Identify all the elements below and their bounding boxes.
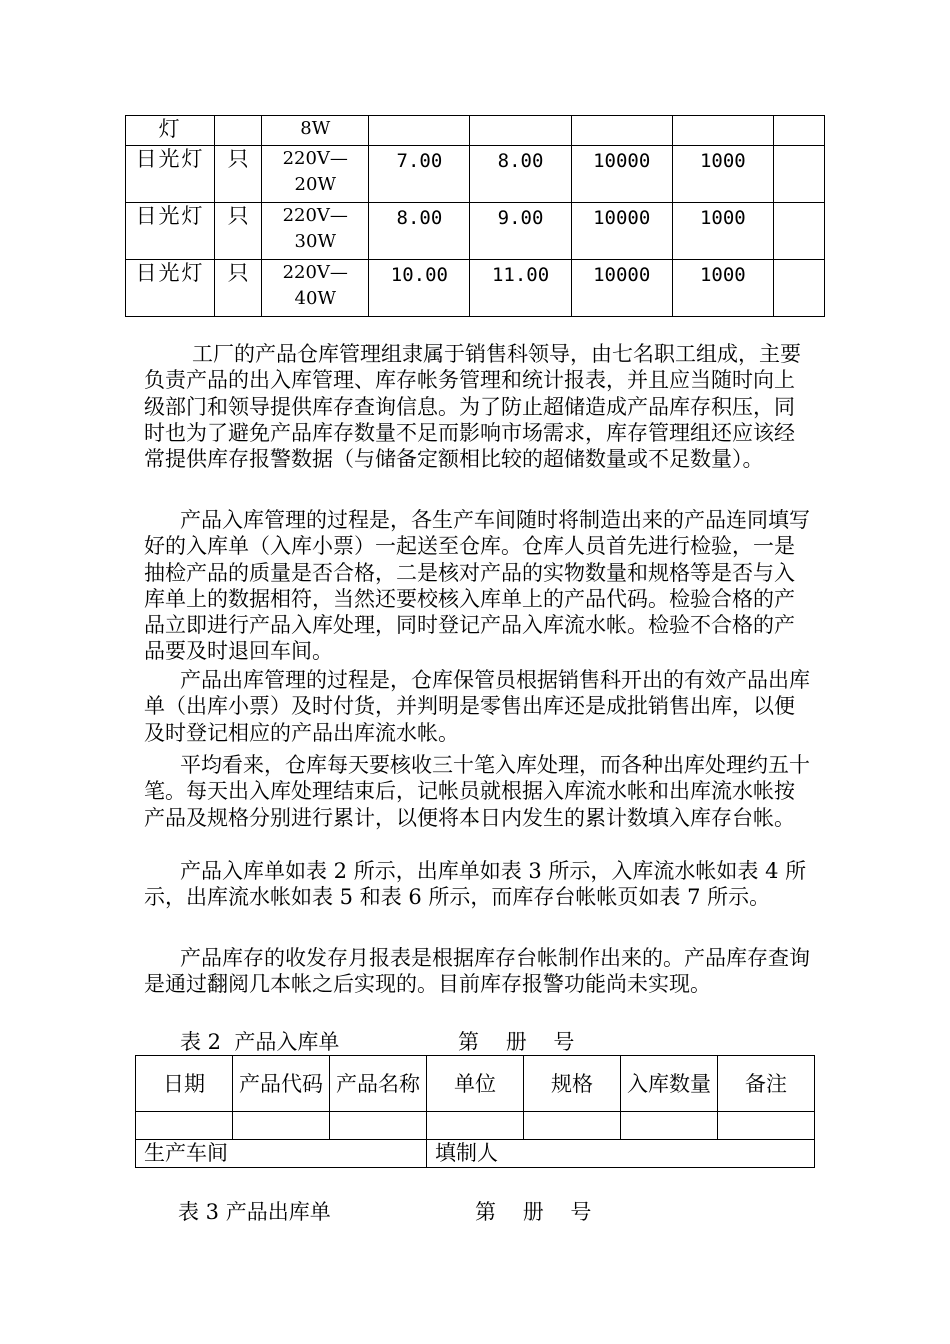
paragraph: 产品入库管理的过程是，各生产车间随时将制造出来的产品连同填写好的入库单（入库小票）一起送至仓库。仓库人员首先进行检验，一是抽检产品的质量是否合格，二是核对产品的实物数量和规格等是否与入库单上的数据相符，当然还要校核入库单上的产品代码。检验合格的产品立即进行产品入库处理，同时登记产品入库流水帐。检验不合格的产品要及时退回车间。	[144, 508, 810, 664]
quantity-cell: 1000	[672, 146, 773, 203]
quantity-cell: 1000	[672, 260, 773, 317]
price-cell: 8.00	[470, 146, 571, 203]
note-cell	[773, 146, 824, 203]
empty-cell	[718, 1112, 815, 1140]
empty-cell	[233, 1112, 330, 1140]
product-name-cell: 灯	[126, 116, 215, 146]
header-inbound-quantity: 入库数量	[621, 1056, 718, 1112]
spec-line: 220V—	[282, 148, 348, 169]
spec-line: 40W	[294, 288, 336, 309]
paragraph: 产品入库单如表 2 所示，出库单如表 3 所示，入库流水帐如表 4 所示，出库流水帐如表 5 和表 6 所示，而库存台帐帐页如表 7 所示。	[144, 859, 807, 910]
quantity-cell: 10000	[571, 260, 672, 317]
paragraph: 工厂的产品仓库管理组隶属于销售科领导，由七名职工组成，主要负责产品的出入库管理、库存帐务管理和统计报表，并且应当随时向上级部门和领导提供库存查询信息。为了防止超储造成产品库存积压，同时也为了避免产品库存数量不足而影响市场需求，库存管理组还应该经常提供库存报警数据（与储备定额相比较的超储数量或不足数量）。	[144, 342, 801, 472]
header-unit: 单位	[427, 1056, 524, 1112]
price-cell	[470, 116, 571, 146]
table2-register-number: 第 册 号	[458, 1030, 575, 1054]
empty-cell	[524, 1112, 621, 1140]
header-date: 日期	[136, 1056, 233, 1112]
table-footer-row	[136, 1140, 815, 1168]
spec-line: 220V—	[282, 205, 348, 226]
price-cell: 10.00	[369, 260, 470, 317]
price-cell: 11.00	[470, 260, 571, 317]
product-price-table	[125, 115, 825, 317]
empty-cell	[621, 1112, 718, 1140]
spec-line: 30W	[294, 231, 336, 252]
note-cell	[773, 260, 824, 317]
note-cell	[773, 116, 824, 146]
inbound-slip-table	[135, 1055, 815, 1168]
paragraph: 产品库存的收发存月报表是根据库存台帐制作出来的。产品库存查询是通过翻阅几本帐之后实现的。目前库存报警功能尚未实现。	[144, 946, 810, 997]
price-cell: 8.00	[369, 203, 470, 260]
header-product-code: 产品代码	[233, 1056, 330, 1112]
empty-cell	[427, 1112, 524, 1140]
price-cell: 9.00	[470, 203, 571, 260]
quantity-cell: 10000	[571, 146, 672, 203]
table2-caption: 表 2 产品入库单	[180, 1030, 340, 1054]
table-row	[126, 260, 825, 317]
header-product-name: 产品名称	[330, 1056, 427, 1112]
unit-cell	[215, 116, 262, 146]
price-cell	[369, 116, 470, 146]
product-name-cell: 日光灯	[126, 146, 215, 203]
product-name-cell: 日光灯	[126, 260, 215, 317]
table-header-row	[136, 1056, 815, 1112]
paragraph: 平均看来，仓库每天要核收三十笔入库处理，而各种出库处理约五十笔。每天出入库处理结束后，记帐员就根据入库流水帐和出库流水帐按产品及规格分别进行累计，以便将本日内发生的累计数填入库存台帐。	[144, 753, 810, 830]
product-name-cell: 日光灯	[126, 203, 215, 260]
unit-cell: 只	[215, 260, 262, 317]
note-cell	[773, 203, 824, 260]
quantity-cell: 10000	[571, 203, 672, 260]
unit-cell: 只	[215, 203, 262, 260]
header-note: 备注	[718, 1056, 815, 1112]
spec-cell: 8W	[262, 116, 369, 146]
production-workshop-label: 生产车间	[136, 1140, 427, 1168]
table3-register-number: 第 册 号	[475, 1200, 592, 1224]
prepared-by-label: 填制人	[427, 1140, 815, 1168]
spec-line: 20W	[294, 174, 336, 195]
header-spec: 规格	[524, 1056, 621, 1112]
spec-cell	[262, 260, 369, 317]
table3-caption: 表 3 产品出库单	[178, 1200, 331, 1224]
spec-cell	[262, 203, 369, 260]
price-cell: 7.00	[369, 146, 470, 203]
paragraph: 产品出库管理的过程是，仓库保管员根据销售科开出的有效产品出库单（出库小票）及时付货，并判明是零售出库还是成批销售出库，以便及时登记相应的产品出库流水帐。	[144, 668, 810, 745]
table-row	[126, 116, 825, 146]
table-row	[126, 203, 825, 260]
table-row	[136, 1112, 815, 1140]
empty-cell	[330, 1112, 427, 1140]
quantity-cell: 1000	[672, 203, 773, 260]
unit-cell: 只	[215, 146, 262, 203]
table-row	[126, 146, 825, 203]
spec-cell	[262, 146, 369, 203]
quantity-cell	[571, 116, 672, 146]
spec-line: 220V—	[282, 262, 348, 283]
quantity-cell	[672, 116, 773, 146]
empty-cell	[136, 1112, 233, 1140]
